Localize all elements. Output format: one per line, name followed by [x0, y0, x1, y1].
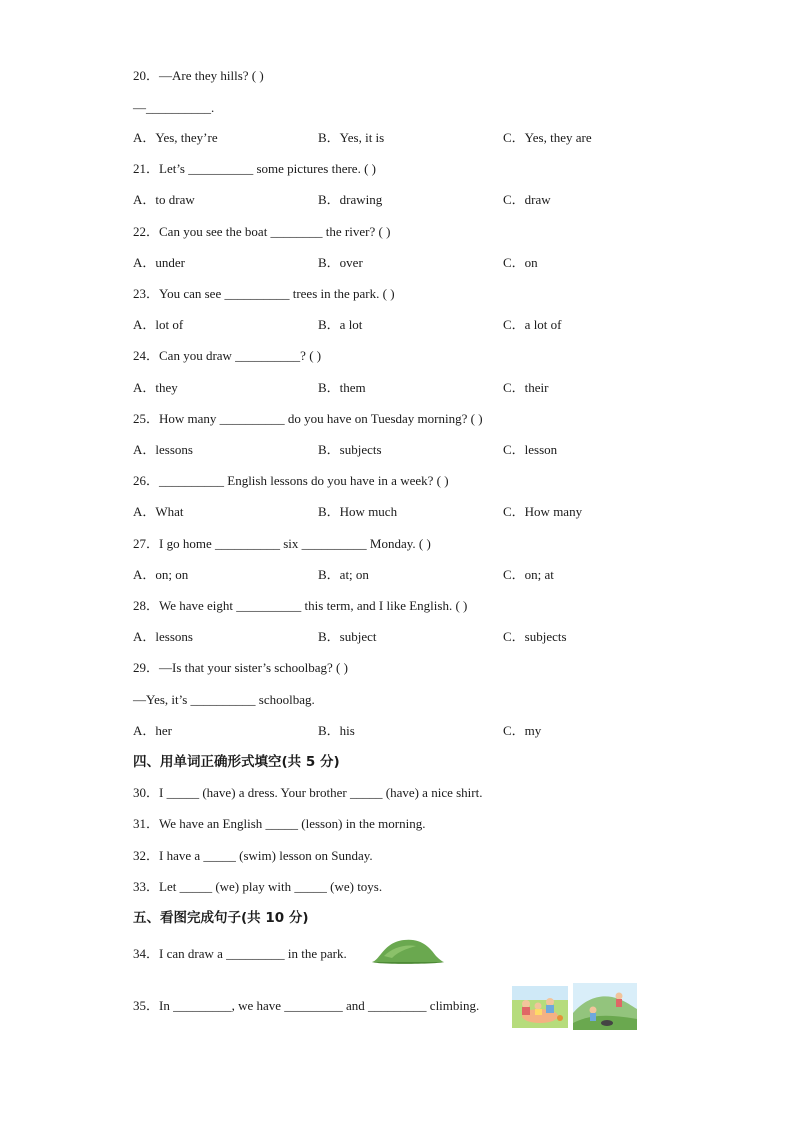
- question-26-stem: 26．__________ English lessons do you have in a week? ( ): [133, 473, 449, 488]
- question-23-option-c: C．a lot of: [503, 317, 562, 332]
- question-26-option-a: A．What: [133, 504, 184, 519]
- question-24-option-c: C．their: [503, 380, 549, 395]
- question-35: 35．In _________, we have _________ and _________ climbing.: [133, 998, 480, 1013]
- question-22-option-a: A．under: [133, 255, 185, 270]
- question-20-option-b: B．Yes, it is: [318, 130, 385, 145]
- question-20-answer-line: —__________.: [133, 100, 215, 115]
- question-20-stem: 20．—Are they hills? ( ): [133, 68, 264, 83]
- section-4-title: 四、用单词正确形式填空(共 5 分): [133, 754, 340, 770]
- question-25-stem: 25．How many __________ do you have on Tuesday morning? ( ): [133, 411, 483, 426]
- question-33: 33．Let _____ (we) play with _____ (we) toys.: [133, 879, 383, 894]
- question-29-option-a: A．her: [133, 723, 172, 738]
- question-23-option-a: A．lot of: [133, 317, 184, 332]
- question-29-answer-line: —Yes, it’s __________ schoolbag.: [133, 692, 315, 707]
- question-26-option-c: C．How many: [503, 504, 583, 519]
- question-27-option-c: C．on; at: [503, 567, 554, 582]
- question-30: 30．I _____ (have) a dress. Your brother _____ (have) a nice shirt.: [133, 785, 483, 800]
- question-29-option-b: B．his: [318, 723, 355, 738]
- question-24-stem: 24．Can you draw __________? ( ): [133, 348, 322, 363]
- question-20-option-a: A．Yes, they’re: [133, 130, 218, 145]
- question-27-option-a: A．on; on: [133, 567, 189, 582]
- question-34: 34．I can draw a _________ in the park.: [133, 946, 347, 961]
- question-21-stem: 21．Let’s __________ some pictures there. ( ): [133, 161, 376, 176]
- question-28-option-c: C．subjects: [503, 629, 567, 644]
- question-23-stem: 23．You can see __________ trees in the park. ( ): [133, 286, 395, 301]
- question-32: 32．I have a _____ (swim) lesson on Sunday.: [133, 848, 373, 863]
- question-26-option-b: B．How much: [318, 504, 398, 519]
- question-28-stem: 28．We have eight __________ this term, and I like English. ( ): [133, 598, 468, 613]
- question-25-option-c: C．lesson: [503, 442, 558, 457]
- section-5-title: 五、看图完成句子(共 10 分): [133, 910, 309, 926]
- question-27-option-b: B．at; on: [318, 567, 369, 582]
- question-21-option-c: C．draw: [503, 192, 551, 207]
- question-24-option-a: A．they: [133, 380, 178, 395]
- question-29-stem: 29．—Is that your sister’s schoolbag? ( ): [133, 660, 348, 675]
- question-24-option-b: B．them: [318, 380, 366, 395]
- question-22-option-b: B．over: [318, 255, 363, 270]
- question-28-option-a: A．lessons: [133, 629, 193, 644]
- question-27-stem: 27．I go home __________ six __________ Monday. ( ): [133, 536, 431, 551]
- climbing-picture: [573, 983, 637, 1030]
- hill-picture: [370, 934, 446, 966]
- question-21-option-a: A．to draw: [133, 192, 195, 207]
- question-22-stem: 22．Can you see the boat ________ the river? ( ): [133, 224, 391, 239]
- question-20-option-c: C．Yes, they are: [503, 130, 592, 145]
- question-25-option-a: A．lessons: [133, 442, 193, 457]
- question-28-option-b: B．subject: [318, 629, 377, 644]
- question-22-option-c: C．on: [503, 255, 538, 270]
- picnic-picture: [512, 986, 568, 1028]
- question-25-option-b: B．subjects: [318, 442, 382, 457]
- question-29-option-c: C．my: [503, 723, 542, 738]
- question-23-option-b: B．a lot: [318, 317, 363, 332]
- question-31: 31．We have an English _____ (lesson) in the morning.: [133, 816, 426, 831]
- question-21-option-b: B．drawing: [318, 192, 383, 207]
